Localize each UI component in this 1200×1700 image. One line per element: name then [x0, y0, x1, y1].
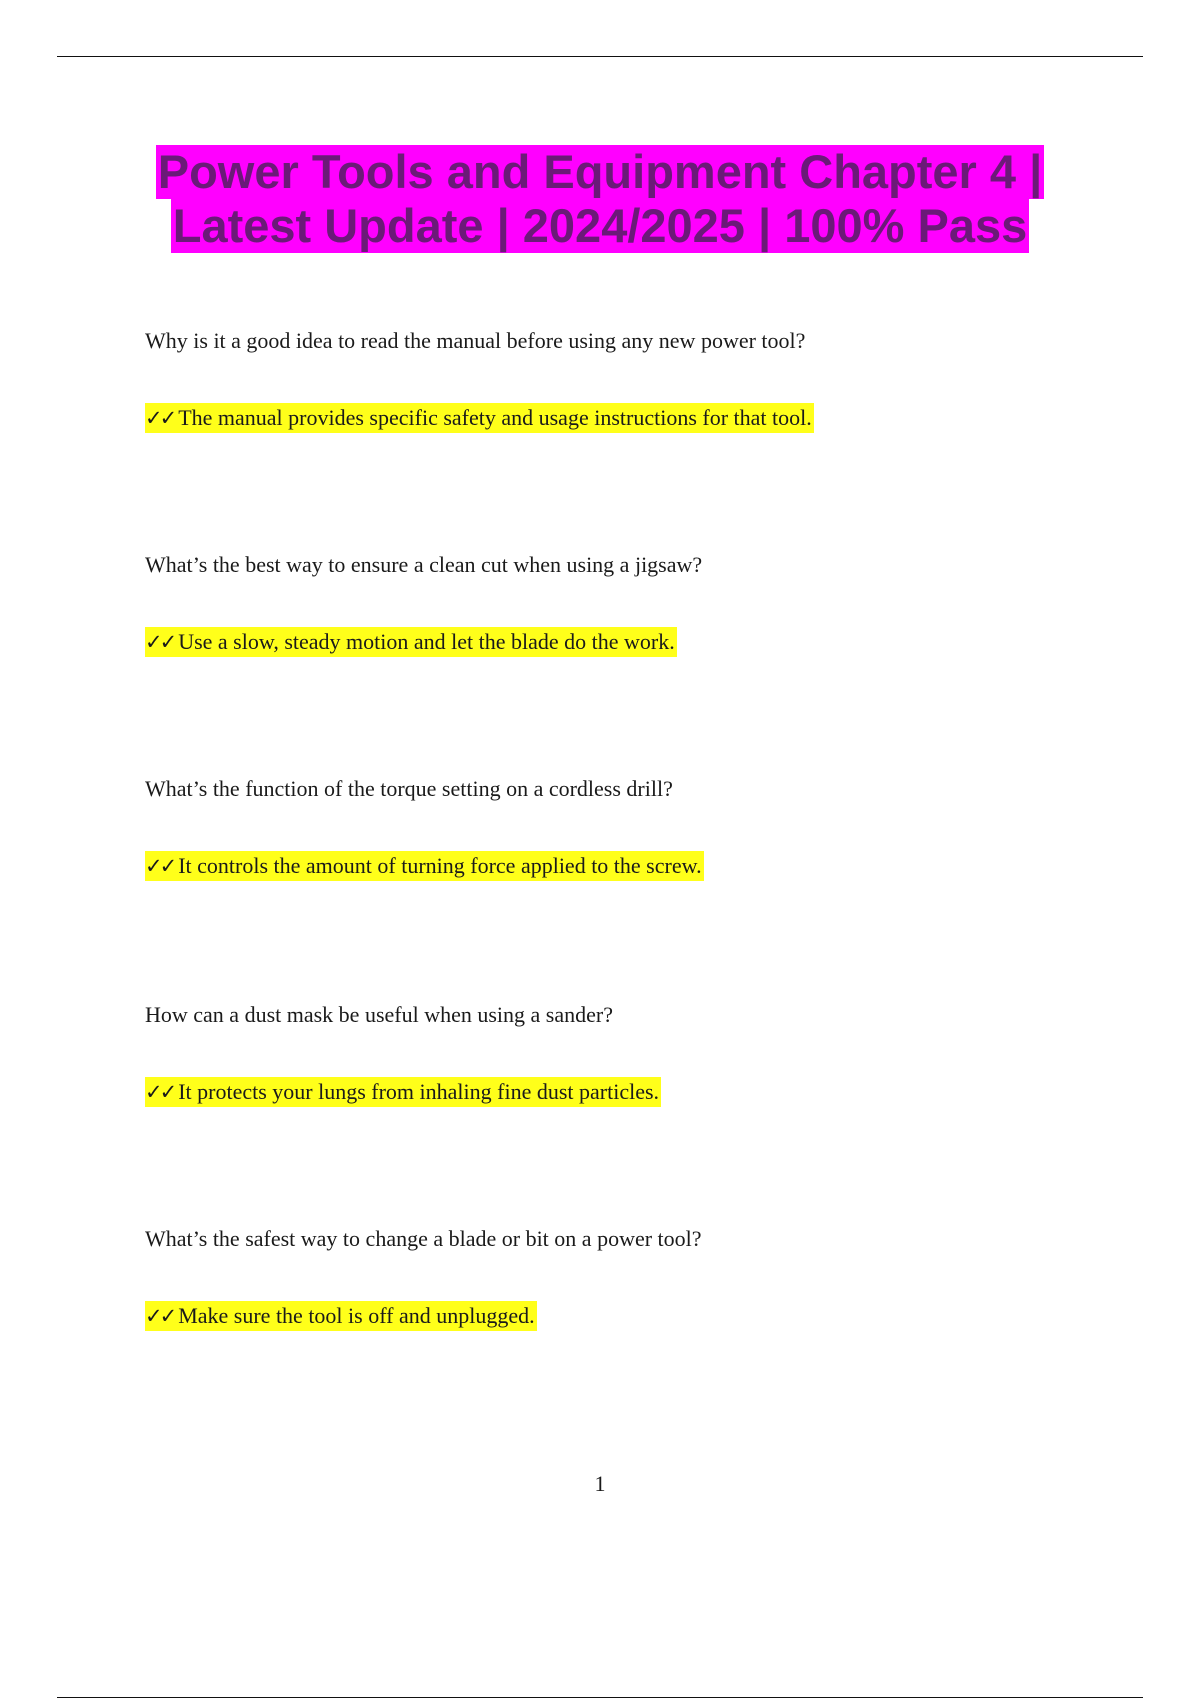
header-rule: [57, 56, 1143, 57]
title-line-1: Power Tools and Equipment Chapter 4 |: [157, 145, 1043, 198]
question-text: What’s the safest way to change a blade or bit on a power tool?: [145, 1226, 702, 1251]
question-text: What’s the best way to ensure a clean cut when using a jigsaw?: [145, 552, 703, 577]
answer-label: Use a slow, steady motion and let the blade do the work.: [178, 629, 675, 654]
double-check-icon: ✓✓: [145, 1304, 175, 1328]
question-text: Why is it a good idea to read the manual before using any new power tool?: [145, 328, 806, 353]
answer-text: [145, 627, 677, 657]
answer-label: It controls the amount of turning force applied to the screw.: [178, 853, 702, 878]
page-number: 1: [594, 1471, 606, 1496]
answer-text: [145, 1301, 537, 1331]
answer-text: [145, 403, 814, 433]
answer-text: [145, 1077, 661, 1107]
double-check-icon: ✓✓: [145, 630, 175, 654]
answer-label: The manual provides specific safety and usage instructions for that tool.: [178, 405, 812, 430]
question-text: How can a dust mask be useful when using a sander?: [145, 1002, 613, 1027]
footer-rule: [57, 1697, 1143, 1698]
double-check-icon: ✓✓: [145, 406, 175, 430]
answer-label: It protects your lungs from inhaling fine dust particles.: [178, 1079, 660, 1104]
document-title: [0, 145, 1200, 253]
double-check-icon: ✓✓: [145, 1080, 175, 1104]
double-check-icon: ✓✓: [145, 854, 175, 878]
answer-text: [145, 851, 704, 881]
title-line-2: Latest Update | 2024/2025 | 100% Pass: [172, 199, 1028, 252]
answer-label: Make sure the tool is off and unplugged.: [178, 1303, 535, 1328]
question-text: What’s the function of the torque setting on a cordless drill?: [145, 776, 673, 801]
